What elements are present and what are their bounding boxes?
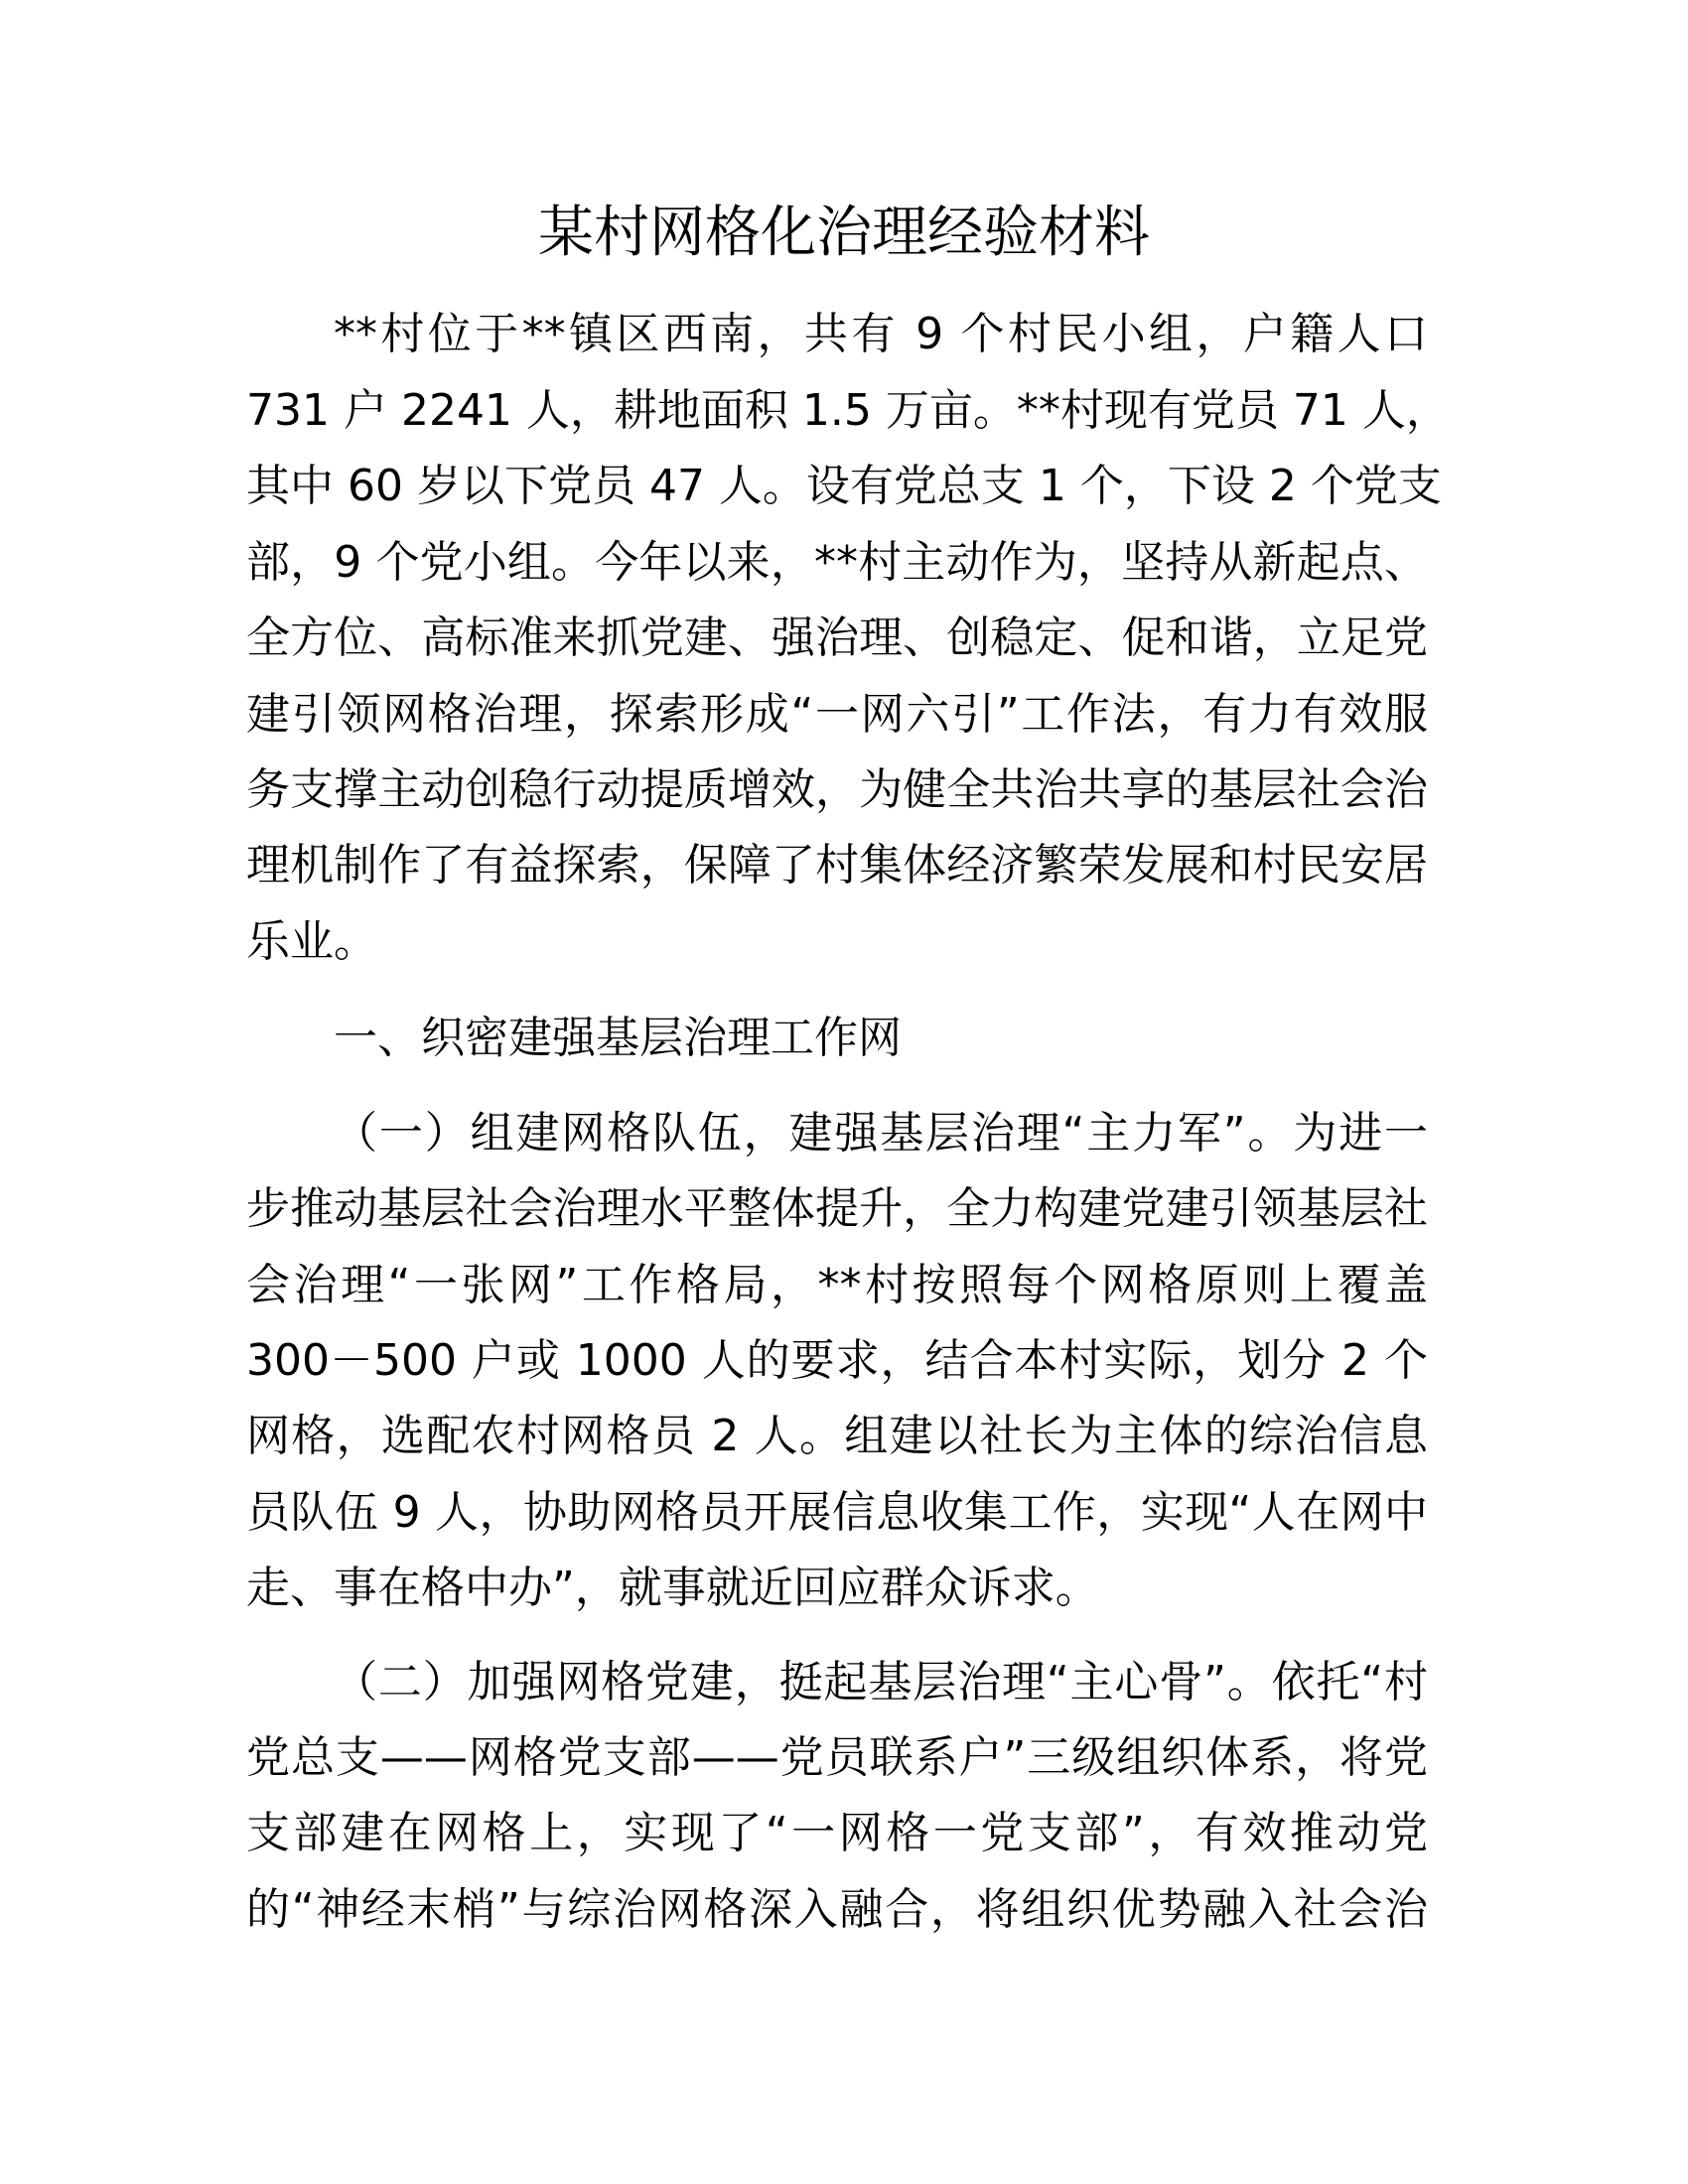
text-line: 步推动基层社会治理水平整体提升，全力构建党建引领基层社 (246, 1183, 1428, 1234)
section-heading: 一、织密建强基层治理工作网 (334, 1013, 902, 1063)
text-line: 的“神经末梢”与综治网格深入融合，将组织优势融入社会治 (246, 1884, 1428, 1935)
text-line: 全方位、高标准来抓党建、强治理、创稳定、促和谐，立足党 (246, 613, 1428, 663)
text-line: 务支撑主动创稳行动提质增效，为健全共治共享的基层社会治 (246, 764, 1428, 815)
text-line: 部，9 个党小组。今年以来，**村主动作为，坚持从新起点、 (246, 537, 1428, 588)
text-line: 支部建在网格上，实现了“一网格一党支部”，有效推动党 (246, 1808, 1428, 1858)
text-line: 乐业。 (246, 916, 377, 967)
text-line: 其中 60 岁以下党员 47 人。设有党总支 1 个，下设 2 个党支 (246, 461, 1442, 511)
text-line: 走、事在格中办”，就事就近回应群众诉求。 (246, 1563, 1099, 1613)
document-title: 某村网格化治理经验材料 (538, 201, 1150, 265)
text-line: 300－500 户或 1000 人的要求，结合本村实际，划分 2 个 (246, 1335, 1428, 1386)
text-line: 网格，选配农村网格员 2 人。组建以社长为主体的综治信息 (246, 1411, 1428, 1461)
text-line: 会治理“一张网”工作格局，**村按照每个网格原则上覆盖 (246, 1260, 1428, 1310)
text-line: 员队伍 9 人，协助网格员开展信息收集工作，实现“人在网中 (246, 1487, 1428, 1538)
text-line: 建引领网格治理，探索形成“一网六引”工作法，有力有效服 (246, 689, 1428, 740)
text-line: 理机制作了有益探索，保障了村集体经济繁荣发展和村民安居 (246, 840, 1428, 890)
text-line: **村位于**镇区西南，共有 9 个村民小组，户籍人口 (334, 309, 1428, 359)
text-line: 党总支——网格党支部——党员联系户”三级组织体系，将党 (246, 1732, 1428, 1783)
text-line: （二）加强网格党建，挺起基层治理“主心骨”。依托“村 (334, 1657, 1428, 1707)
text-line: 731 户 2241 人，耕地面积 1.5 万亩。**村现有党员 71 人， (246, 385, 1450, 436)
text-line: （一）组建网格队伍，建强基层治理“主力军”。为进一 (334, 1108, 1428, 1159)
